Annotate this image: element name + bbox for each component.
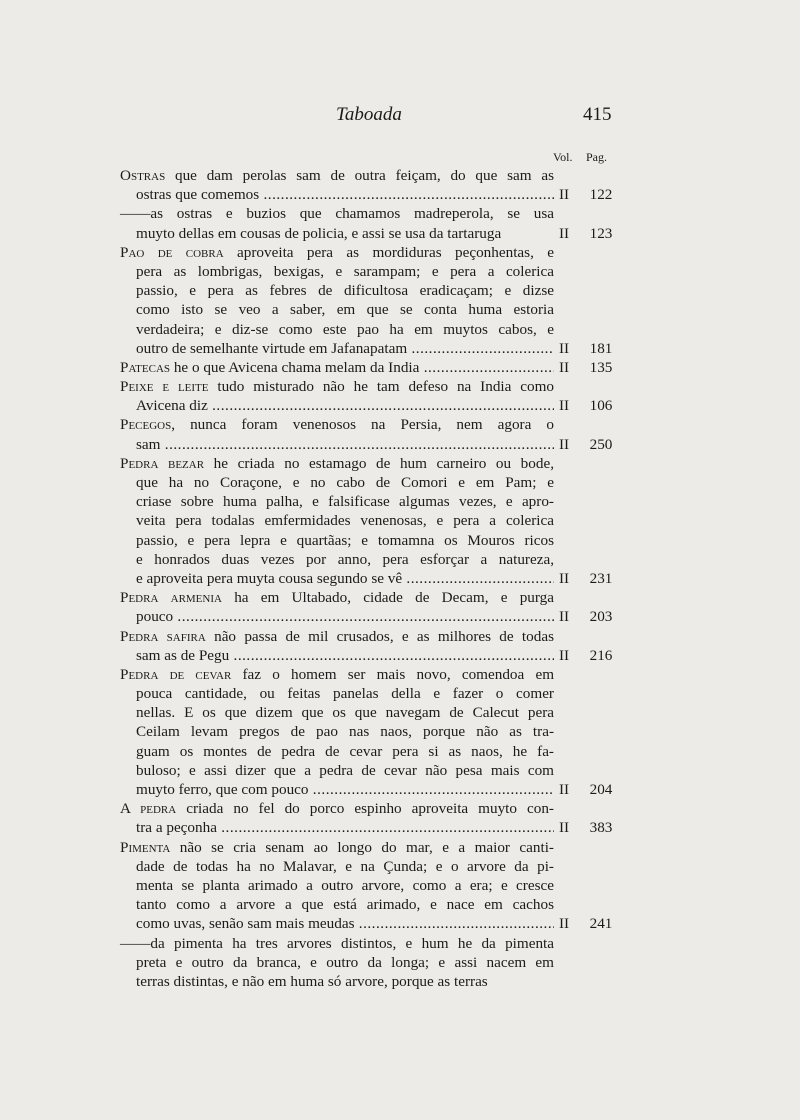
volume-ref: II (558, 781, 570, 798)
running-title: Taboada (336, 104, 402, 125)
entry-line (0, 876, 800, 895)
entry-body: não passa de mil crusados, e as milhores de todas (205, 627, 554, 645)
entry-text (136, 818, 554, 837)
volume-ref: II (558, 646, 570, 664)
page-ref: 204 (589, 781, 613, 798)
entry-text (136, 895, 554, 914)
entry-line (0, 818, 800, 837)
entry-line (0, 300, 800, 319)
entry-text (120, 934, 554, 953)
entry-body: guam os montes de pedra de cevar pera si as naos, he fa- (136, 742, 554, 760)
volume-ref: II (558, 915, 570, 933)
entry-body: pera as lombrigas, bexigas, e sarampam; e pera a colerica (136, 262, 554, 280)
index-entry (0, 243, 800, 358)
entry-line (0, 435, 800, 454)
entry-body: criada no fel do porco espinho aproveita muyto con- (176, 800, 554, 818)
entry-body: aproveita pera as mordiduras peçonhentas, e (223, 243, 554, 261)
entry-body: sam as de Pegu ..... (136, 647, 554, 664)
index-entry (0, 588, 800, 626)
entry-headword: Patecas (120, 358, 171, 376)
entry-body: preta e outro da branca, e outro da longa; e assi nacem em (136, 953, 554, 971)
volume-ref: II (558, 397, 570, 415)
entry-text (136, 320, 554, 339)
entry-line (0, 415, 800, 434)
entry-line (0, 761, 800, 780)
entry-line (0, 972, 800, 991)
entry-body: tra a peçonha ..... (136, 819, 554, 836)
index-entry (0, 377, 800, 415)
entry-headword: Pimenta (120, 838, 171, 856)
page-ref: 203 (589, 608, 613, 626)
entry-text (136, 857, 554, 876)
volume-ref: II (558, 819, 570, 837)
entry-line (0, 895, 800, 914)
entry-line (0, 646, 800, 665)
entry-text (136, 761, 554, 780)
page-column-heading: Pag. (586, 150, 607, 164)
entry-line (0, 185, 800, 204)
entry-text (136, 722, 554, 741)
entry-text (120, 838, 554, 857)
entry-text (136, 492, 554, 511)
entry-line (0, 550, 800, 569)
volume-ref: II (558, 435, 570, 453)
entry-line (0, 377, 800, 396)
entry-body: muyto dellas em cousas de policia, e assi se usa da tartaruga (136, 224, 502, 242)
entry-line (0, 531, 800, 550)
entry-line (0, 473, 800, 492)
entry-text (136, 511, 554, 530)
volume-ref: II (558, 186, 570, 204)
entry-body: pouco ..... (136, 608, 554, 625)
entry-body: nellas. E os que dizem que os que navegam de Calecut pera (136, 704, 554, 722)
entry-body: ——as ostras e buzios que chamamos madreperola, se usa (120, 205, 554, 223)
entry-headword: Pao de cobra (120, 243, 224, 261)
entry-text (120, 454, 554, 473)
entry-line (0, 243, 800, 262)
page-ref: 231 (589, 569, 613, 587)
entry-line (0, 166, 800, 185)
index-entry (0, 358, 800, 377)
entry-line (0, 684, 800, 703)
entry-body: sam ..... (136, 436, 554, 453)
entry-text (120, 588, 554, 607)
page-ref: 181 (589, 339, 613, 357)
entry-line (0, 780, 800, 799)
entry-body: ostras que comemos ..... (136, 186, 554, 203)
entry-text (120, 799, 554, 818)
entry-body: Ceilam levam pregos de pao nas naos, porque não as tra- (136, 723, 554, 741)
entry-body: criase sobre huma palha, e falsificase algumas vezes, e apro- (136, 493, 554, 511)
page-ref: 383 (589, 819, 613, 837)
entry-line (0, 262, 800, 281)
entry-text (136, 281, 554, 300)
entry-text (136, 550, 554, 569)
entry-line (0, 799, 800, 818)
index-entry (0, 838, 800, 934)
volume-ref: II (558, 224, 570, 242)
entry-text (120, 243, 554, 262)
entry-body: tanto como a arvore a que está arimado, e nace em cachos (136, 896, 554, 914)
entry-text (136, 224, 554, 243)
entry-line (0, 224, 800, 243)
volume-column-heading: Vol. (553, 150, 573, 164)
page-number: 415 (583, 104, 612, 125)
entry-line (0, 953, 800, 972)
entry-line (0, 607, 800, 626)
entry-body: muyto ferro, que com pouco ..... (136, 781, 554, 798)
entry-line (0, 627, 800, 646)
entry-line (0, 742, 800, 761)
entry-headword: Peixe e leite (120, 378, 209, 396)
entry-body: faz o homem ser mais novo, comendoa em (231, 665, 555, 683)
entry-line (0, 914, 800, 933)
page-ref: 241 (589, 915, 613, 933)
entry-line (0, 358, 800, 377)
entry-line (0, 703, 800, 722)
entry-body: não se cria senam ao longo do mar, e a maior canti- (170, 838, 554, 856)
entry-body: Avicena diz ..... (136, 397, 554, 414)
entry-text (120, 665, 554, 684)
entry-body: pouca cantidade, ou feitas panelas della e fazer o comer (136, 685, 554, 703)
entry-headword: Pedra de cevar (120, 665, 232, 683)
entry-line (0, 339, 800, 358)
entry-text (136, 914, 554, 933)
entry-line (0, 588, 800, 607)
entry-text (120, 166, 554, 185)
entry-body: menta se planta arimado a outro arvore, como a era; e cresce (136, 876, 554, 894)
entry-body: terras distintas, e não em huma só arvore, porque as terras (136, 972, 488, 990)
entry-body: ——da pimenta ha tres arvores distintos, e hum he da pimenta (120, 934, 554, 952)
entry-body: dade de todas ha no Malavar, e na Çunda; e o arvore da pi- (136, 857, 554, 875)
entry-body: he o que Avicena chama melam da India ..... (170, 359, 554, 376)
index-entry (0, 665, 800, 799)
entry-text (136, 262, 554, 281)
index-entry (0, 799, 800, 837)
entry-line (0, 204, 800, 223)
entry-body: passio, e pera lepra e quartãas; e tomamna os Mouros ricos (136, 531, 554, 549)
index-entry (0, 934, 800, 992)
entry-text (136, 569, 554, 588)
entry-text (136, 646, 554, 665)
volume-ref: II (558, 608, 570, 626)
entry-body: ha em Ultabado, cidade de Decam, e purga (221, 589, 554, 607)
entry-text (120, 358, 554, 377)
entry-text (120, 204, 554, 223)
entry-body: buloso; e assi dizer que a pedra de cevar não pesa mais com (136, 761, 554, 779)
entry-text (136, 531, 554, 550)
entry-text (120, 377, 554, 396)
index-entry (0, 166, 800, 204)
entry-line (0, 857, 800, 876)
entry-line (0, 511, 800, 530)
entry-line (0, 454, 800, 473)
entry-body: e honrados duas vezes por anno, pera esforçar a natureza, (136, 550, 554, 568)
entry-headword: Pedra safira (120, 627, 206, 645)
entry-body: tudo misturado não he tam defeso na India como (208, 378, 554, 396)
entry-text (120, 415, 554, 434)
entry-headword: Ostras (120, 167, 166, 184)
entry-line (0, 492, 800, 511)
entry-text (136, 339, 554, 358)
entry-headword: Pecegos (120, 416, 172, 434)
entry-body: que dam perolas sam de outra feiçam, do que sam as (165, 167, 554, 184)
page-ref: 122 (589, 186, 613, 204)
index-entries (0, 166, 800, 991)
page-ref: 106 (589, 397, 613, 415)
entry-text (136, 396, 554, 415)
entry-body: , nunca foram venenosos na Persia, nem agora o (171, 416, 554, 434)
entry-line (0, 722, 800, 741)
entry-body: e aproveita pera muyta cousa segundo se vê ..... (136, 570, 554, 587)
index-entry (0, 454, 800, 588)
entry-line (0, 569, 800, 588)
entry-text (136, 972, 554, 991)
entry-headword: Pedra armenia (120, 589, 222, 607)
entry-text (136, 435, 554, 454)
entry-text (136, 684, 554, 703)
page-ref: 216 (589, 646, 613, 664)
volume-ref: II (558, 569, 570, 587)
entry-body: outro de semelhante virtude em Jafanapatam ..... (136, 340, 554, 357)
entry-line (0, 934, 800, 953)
entry-text (136, 300, 554, 319)
entry-line (0, 396, 800, 415)
entry-text (136, 703, 554, 722)
entry-text (136, 473, 554, 492)
index-entry (0, 627, 800, 665)
entry-body: que ha no Coraçone, e no cabo de Comori e em Pam; e (136, 474, 554, 491)
entry-text (136, 742, 554, 761)
entry-text (136, 953, 554, 972)
entry-text (136, 876, 554, 895)
entry-line (0, 281, 800, 300)
page-ref: 123 (589, 224, 613, 242)
entry-headword: Pedra bezar (120, 454, 205, 472)
page-ref: 135 (589, 358, 613, 376)
entry-text (136, 185, 554, 204)
entry-line (0, 665, 800, 684)
entry-body: veita pera todalas emfermidades venenosas, e pera a colerica (136, 512, 554, 530)
volume-ref: II (558, 339, 570, 357)
index-entry (0, 204, 800, 242)
entry-text (120, 627, 554, 646)
entry-body: como uvas, senão sam mais meudas ..... (136, 915, 554, 932)
entry-body: como isto se veo a saber, em que se conta huma estoria (136, 301, 554, 319)
volume-ref: II (558, 358, 570, 376)
index-entry (0, 415, 800, 453)
entry-line (0, 838, 800, 857)
page-ref: 250 (589, 435, 613, 453)
entry-body: he criada no estamago de hum carneiro ou bode, (204, 454, 554, 472)
page-header (0, 104, 800, 134)
entry-headword: A pedra (120, 800, 177, 818)
entry-text (136, 607, 554, 626)
entry-text (136, 780, 554, 799)
entry-line (0, 320, 800, 339)
entry-body: verdadeira; e diz-se como este pao ha em muytos cabos, e (136, 320, 554, 338)
entry-body: passio, e pera as febres de dificultosa eradicaçam; e dizse (136, 282, 554, 300)
